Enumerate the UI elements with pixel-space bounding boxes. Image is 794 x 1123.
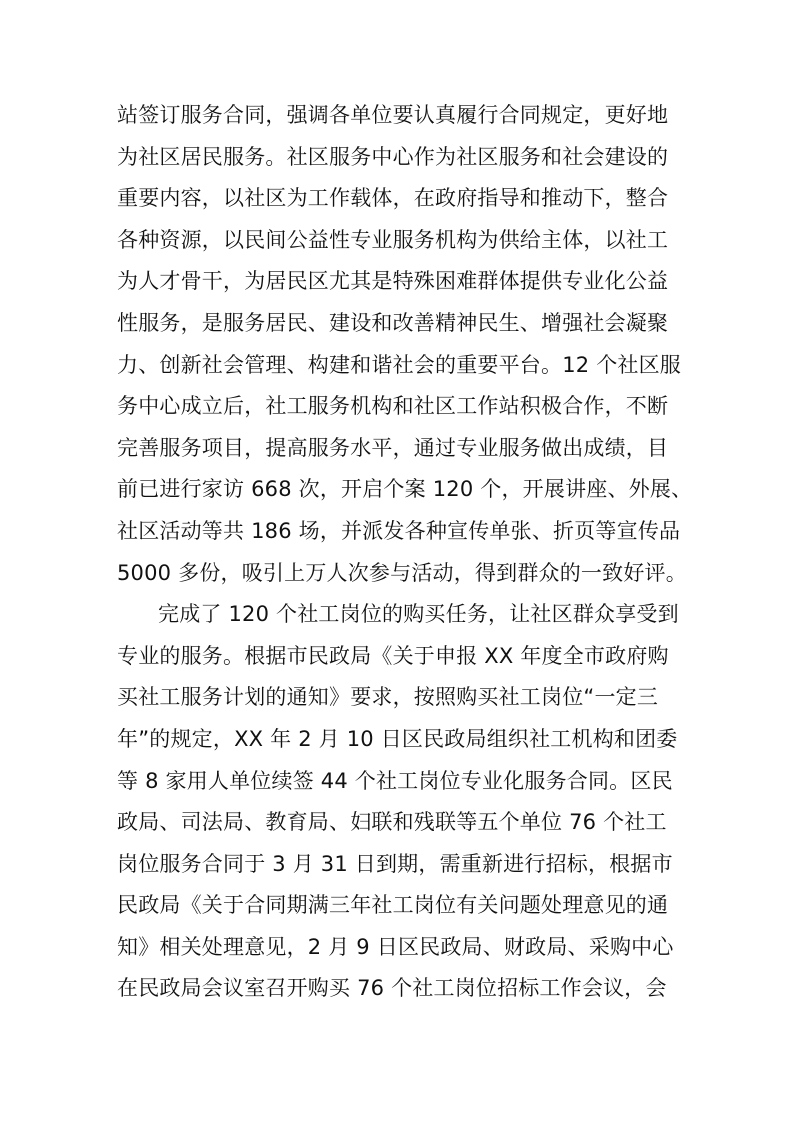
text-line: 重要内容，以社区为工作载体，在政府指导和推动下，整合: [117, 186, 669, 211]
document-body: [117, 95, 693, 1010]
text-line: 在民政局会议室召开购买 76 个社工岗位招标工作会议，会: [117, 976, 667, 1001]
text-line: 社区活动等共 186 场，并派发各种宣传单张、折页等宣传品: [117, 518, 681, 543]
text-line: 岗位服务合同于 3 月 31 日到期，需重新进行招标，根据市: [117, 851, 673, 876]
text-line: 站签订服务合同，强调各单位要认真履行合同规定，更好地: [117, 103, 669, 127]
paragraph-start-line: 完成了 120 个社工岗位的购买任务，让社区群众享受到: [158, 602, 679, 627]
text-line: 为人才骨干，为居民区尤其是特殊困难群体提供专业化公益: [117, 269, 669, 294]
text-line: 各种资源，以民间公益性专业服务机构为供给主体，以社工: [117, 227, 669, 252]
text-line: 完善服务项目，提高服务水平，通过专业服务做出成绩，目: [117, 435, 669, 460]
text-line: 前已进行家访 668 次，开启个案 120 个，开展讲座、外展、: [117, 477, 693, 502]
text-line: 年”的规定，XX 年 2 月 10 日区民政局组织社工机构和团委: [117, 726, 678, 751]
text-line: 买社工服务计划的通知》要求，按照购买社工岗位“一定三: [117, 685, 659, 710]
text-line: 5000 多份，吸引上万人次参与活动，得到群众的一致好评。: [117, 560, 687, 585]
text-line: 专业的服务。根据市民政局《关于申报 XX 年度全市政府购: [117, 643, 669, 668]
text-line: 等 8 家用人单位续签 44 个社工岗位专业化服务合同。区民: [117, 768, 673, 793]
text-line: 为社区居民服务。社区服务中心作为社区服务和社会建设的: [117, 144, 669, 169]
text-line: 政局、司法局、教育局、妇联和残联等五个单位 76 个社工: [117, 810, 667, 835]
text-line: 知》相关处理意见，2 月 9 日区民政局、财政局、采购中心: [117, 934, 674, 959]
text-line: 务中心成立后，社工服务机构和社区工作站积极合作，不断: [117, 394, 669, 419]
text-line: 力、创新社会管理、构建和谐社会的重要平台。12 个社区服: [117, 352, 681, 377]
text-line: 性服务，是服务居民、建设和改善精神民生、增强社会凝聚: [117, 310, 669, 335]
text-line: 民政局《关于合同期满三年社工岗位有关问题处理意见的通: [117, 893, 669, 918]
